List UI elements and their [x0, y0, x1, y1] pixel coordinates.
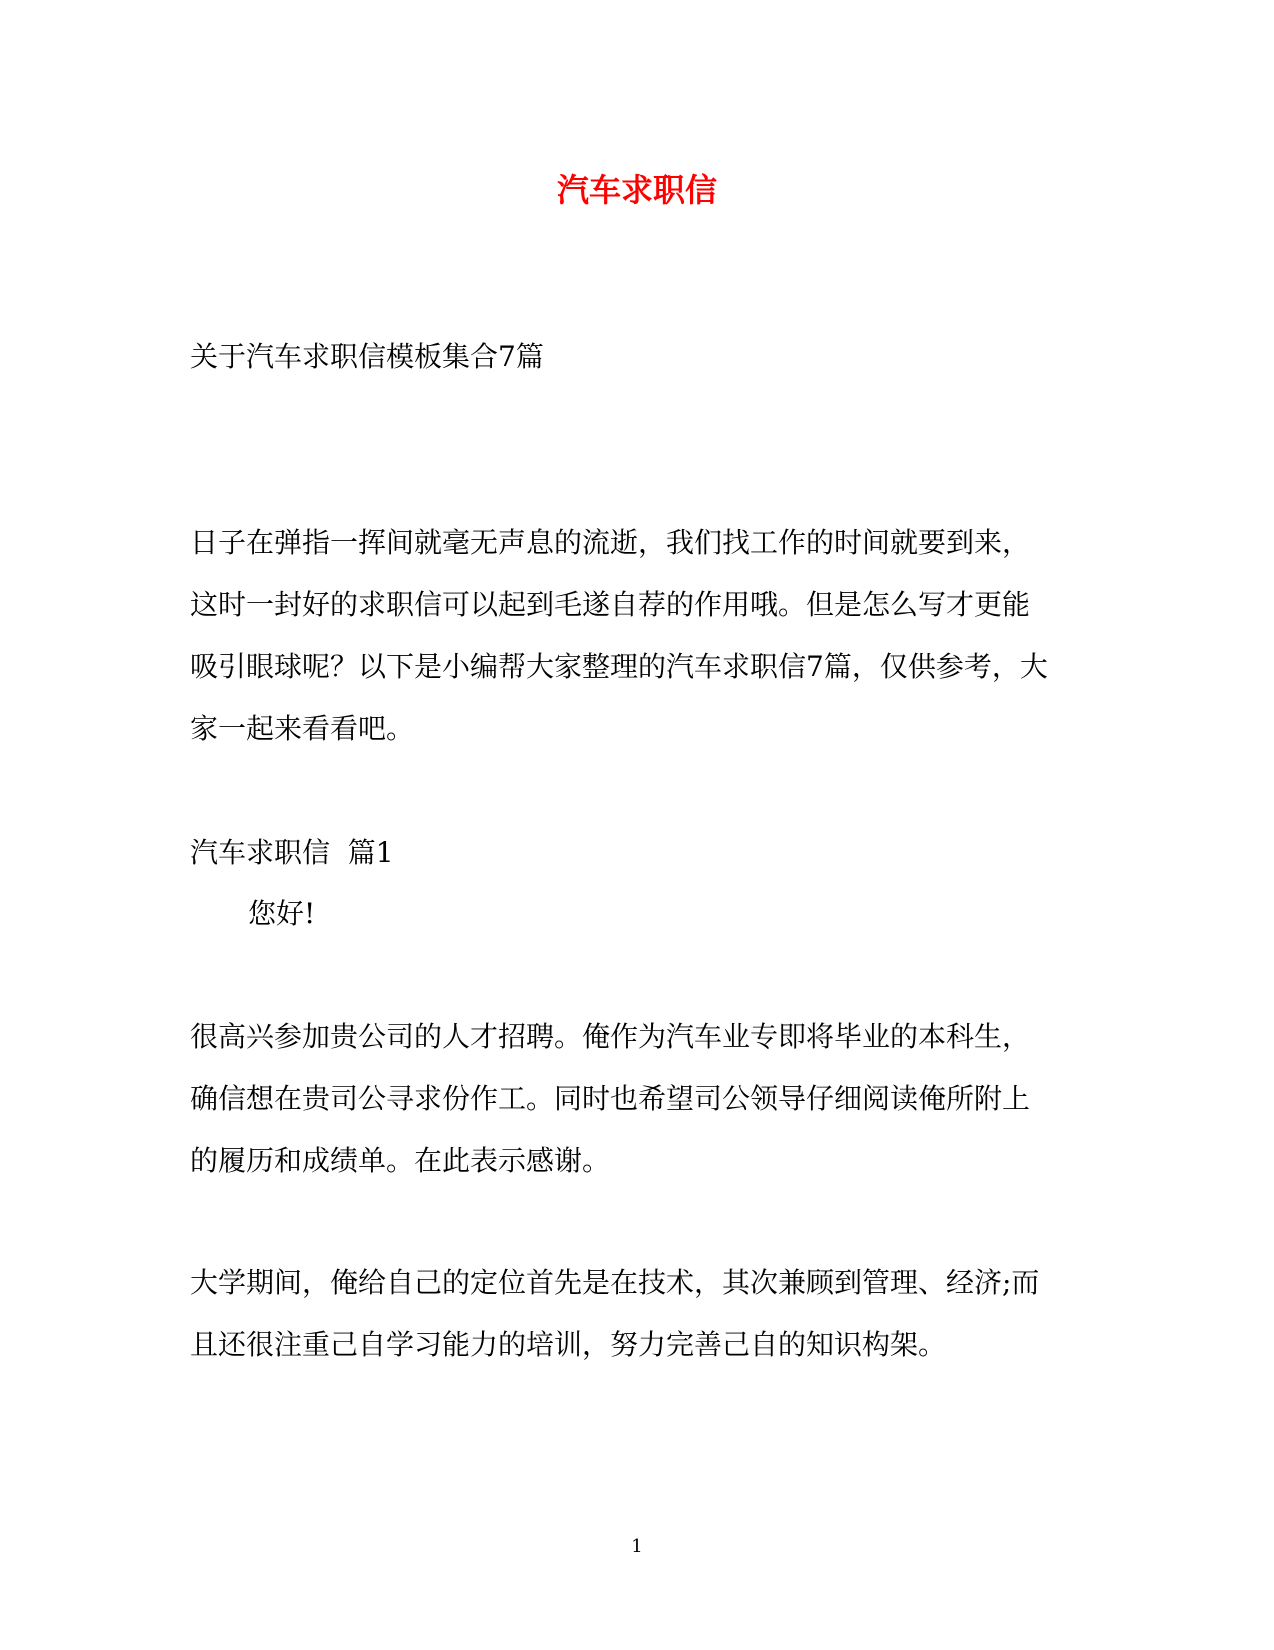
section-heading: 汽车求职信 篇1: [190, 836, 394, 869]
intro-line-1: 日子在弹指一挥间就毫无声息的流逝，我们找工作的时间就要到来，: [190, 526, 1031, 559]
paragraph2-line-2: 且还很注重己自学习能力的培训，努力完善己自的知识构架。: [190, 1328, 947, 1361]
paragraph1-line-3: 的履历和成绩单。在此表示感谢。: [190, 1144, 611, 1177]
document-title: 汽车求职信: [556, 171, 717, 209]
paragraph1-line-1: 很高兴参加贵公司的人才招聘。俺作为汽车业专即将毕业的本科生，: [190, 1020, 1031, 1053]
document-subtitle: 关于汽车求职信模板集合7篇: [190, 340, 544, 373]
paragraph1-line-2: 确信想在贵司公寻求份作工。同时也希望司公领导仔细阅读俺所附上: [190, 1082, 1031, 1115]
page-number: 1: [631, 1536, 643, 1557]
intro-line-4: 家一起来看看吧。: [190, 712, 415, 745]
paragraph2-line-1: 大学期间，俺给自己的定位首先是在技术，其次兼顾到管理、经济;而: [190, 1266, 1040, 1299]
intro-line-3: 吸引眼球呢？以下是小编帮大家整理的汽车求职信7篇，仅供参考，大: [190, 650, 1048, 683]
greeting: 您好!: [248, 897, 316, 930]
intro-line-2: 这时一封好的求职信可以起到毛遂自荐的作用哦。但是怎么写才更能: [190, 588, 1031, 621]
